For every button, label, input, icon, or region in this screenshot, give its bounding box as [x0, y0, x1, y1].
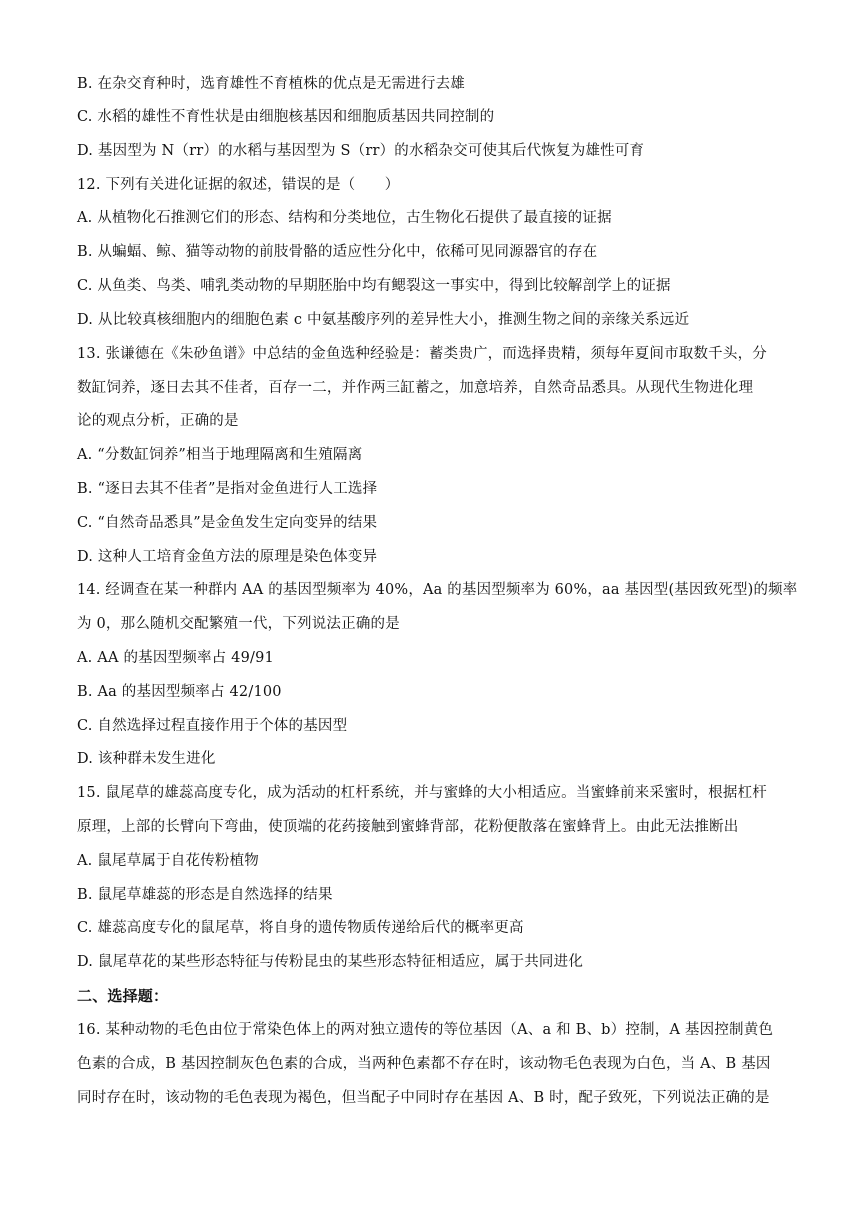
q15-option-b: B. 鼠尾草雄蕊的形态是自然选择的结果: [77, 887, 333, 903]
q11-option-c: C. 水稻的雄性不育性状是由细胞核基因和细胞质基因共同控制的: [77, 109, 495, 125]
q14-option-d: D. 该种群未发生进化: [77, 751, 216, 767]
q15-option-a: A. 鼠尾草属于自花传粉植物: [77, 853, 259, 869]
q14-stem-line-1: 14. 经调查在某一种群内 AA 的基因型频率为 40%，Aa 的基因型频率为 60%，aa 基因型(基因致死型)的频率: [77, 582, 798, 598]
q15-option-d: D. 鼠尾草花的某些形态特征与传粉昆虫的某些形态特征相适应，属于共同进化: [77, 954, 584, 970]
q13-option-c: C. “自然奇品悉具”是金鱼发生定向变异的结果: [77, 515, 378, 531]
q13-stem-line-3: 论的观点分析，正确的是: [77, 413, 239, 429]
q15-stem-line-1: 15. 鼠尾草的雄蕊高度专化，成为活动的杠杆系统，并与蜜蜂的大小相适应。当蜜蜂前来采蜜时，根据杠杆: [77, 785, 767, 801]
q12-option-c: C. 从鱼类、鸟类、哺乳类动物的早期胚胎中均有鳃裂这一事实中，得到比较解剖学上的证据: [77, 278, 671, 294]
q16-stem-line-2: 色素的合成，B 基因控制灰色色素的合成，当两种色素都不存在时，该动物毛色表现为白色，当 A、B 基因: [77, 1056, 771, 1072]
q11-option-b: B. 在杂交育种时，选育雄性不育植株的优点是无需进行去雄: [77, 76, 465, 92]
q12-option-a: A. 从植物化石推测它们的形态、结构和分类地位，古生物化石提供了最直接的证据: [77, 210, 612, 226]
q13-option-b: B. “逐日去其不佳者”是指对金鱼进行人工选择: [77, 481, 378, 497]
q15-stem-line-2: 原理，上部的长臂向下弯曲，使顶端的花药接触到蜜蜂背部，花粉便散落在蜜蜂背上。由此无法推断出: [77, 819, 739, 835]
q13-option-a: A. “分数缸饲养”相当于地理隔离和生殖隔离: [77, 447, 363, 463]
q15-option-c: C. 雄蕊高度专化的鼠尾草，将自身的遗传物质传递给后代的概率更高: [77, 920, 524, 936]
q12-stem: 12. 下列有关进化证据的叙述，错误的是（ ）: [77, 177, 400, 193]
q16-stem-line-1: 16. 某种动物的毛色由位于常染色体上的两对独立遗传的等位基因（A、a 和 B、b）控制，A 基因控制黄色: [77, 1022, 774, 1038]
q13-option-d: D. 这种人工培育金鱼方法的原理是染色体变异: [77, 549, 378, 565]
q14-option-b: B. Aa 的基因型频率占 42/100: [77, 684, 282, 700]
section-heading: 二、选择题：: [77, 987, 169, 1005]
q11-option-d: D. 基因型为 N（rr）的水稻与基因型为 S（rr）的水稻杂交可使其后代恢复为雄性可育: [77, 143, 645, 159]
q16-stem-line-3: 同时存在时，该动物的毛色表现为褐色，但当配子中同时存在基因 A、B 时，配子致死，下列说法正确的是: [77, 1090, 770, 1106]
q14-option-c: C. 自然选择过程直接作用于个体的基因型: [77, 718, 348, 734]
q12-option-d: D. 从比较真核细胞内的细胞色素 c 中氨基酸序列的差异性大小，推测生物之间的亲缘关系远近: [77, 312, 690, 328]
q12-option-b: B. 从蝙蝠、鲸、猫等动物的前肢骨骼的适应性分化中，依稀可见同源器官的存在: [77, 244, 598, 260]
q13-stem-line-1: 13. 张谦德在《朱砂鱼谱》中总结的金鱼选种经验是：蓄类贵广，而选择贵精，须每年夏间市取数千头，分: [77, 346, 767, 362]
q13-stem-line-2: 数缸饲养，逐日去其不佳者，百存一二，并作两三缸蓄之，加意培养，自然奇品悉具。从现代生物进化理: [77, 380, 754, 396]
q14-stem-line-2: 为 0，那么随机交配繁殖一代，下列说法正确的是: [77, 616, 400, 632]
q14-option-a: A. AA 的基因型频率占 49/91: [77, 650, 274, 666]
